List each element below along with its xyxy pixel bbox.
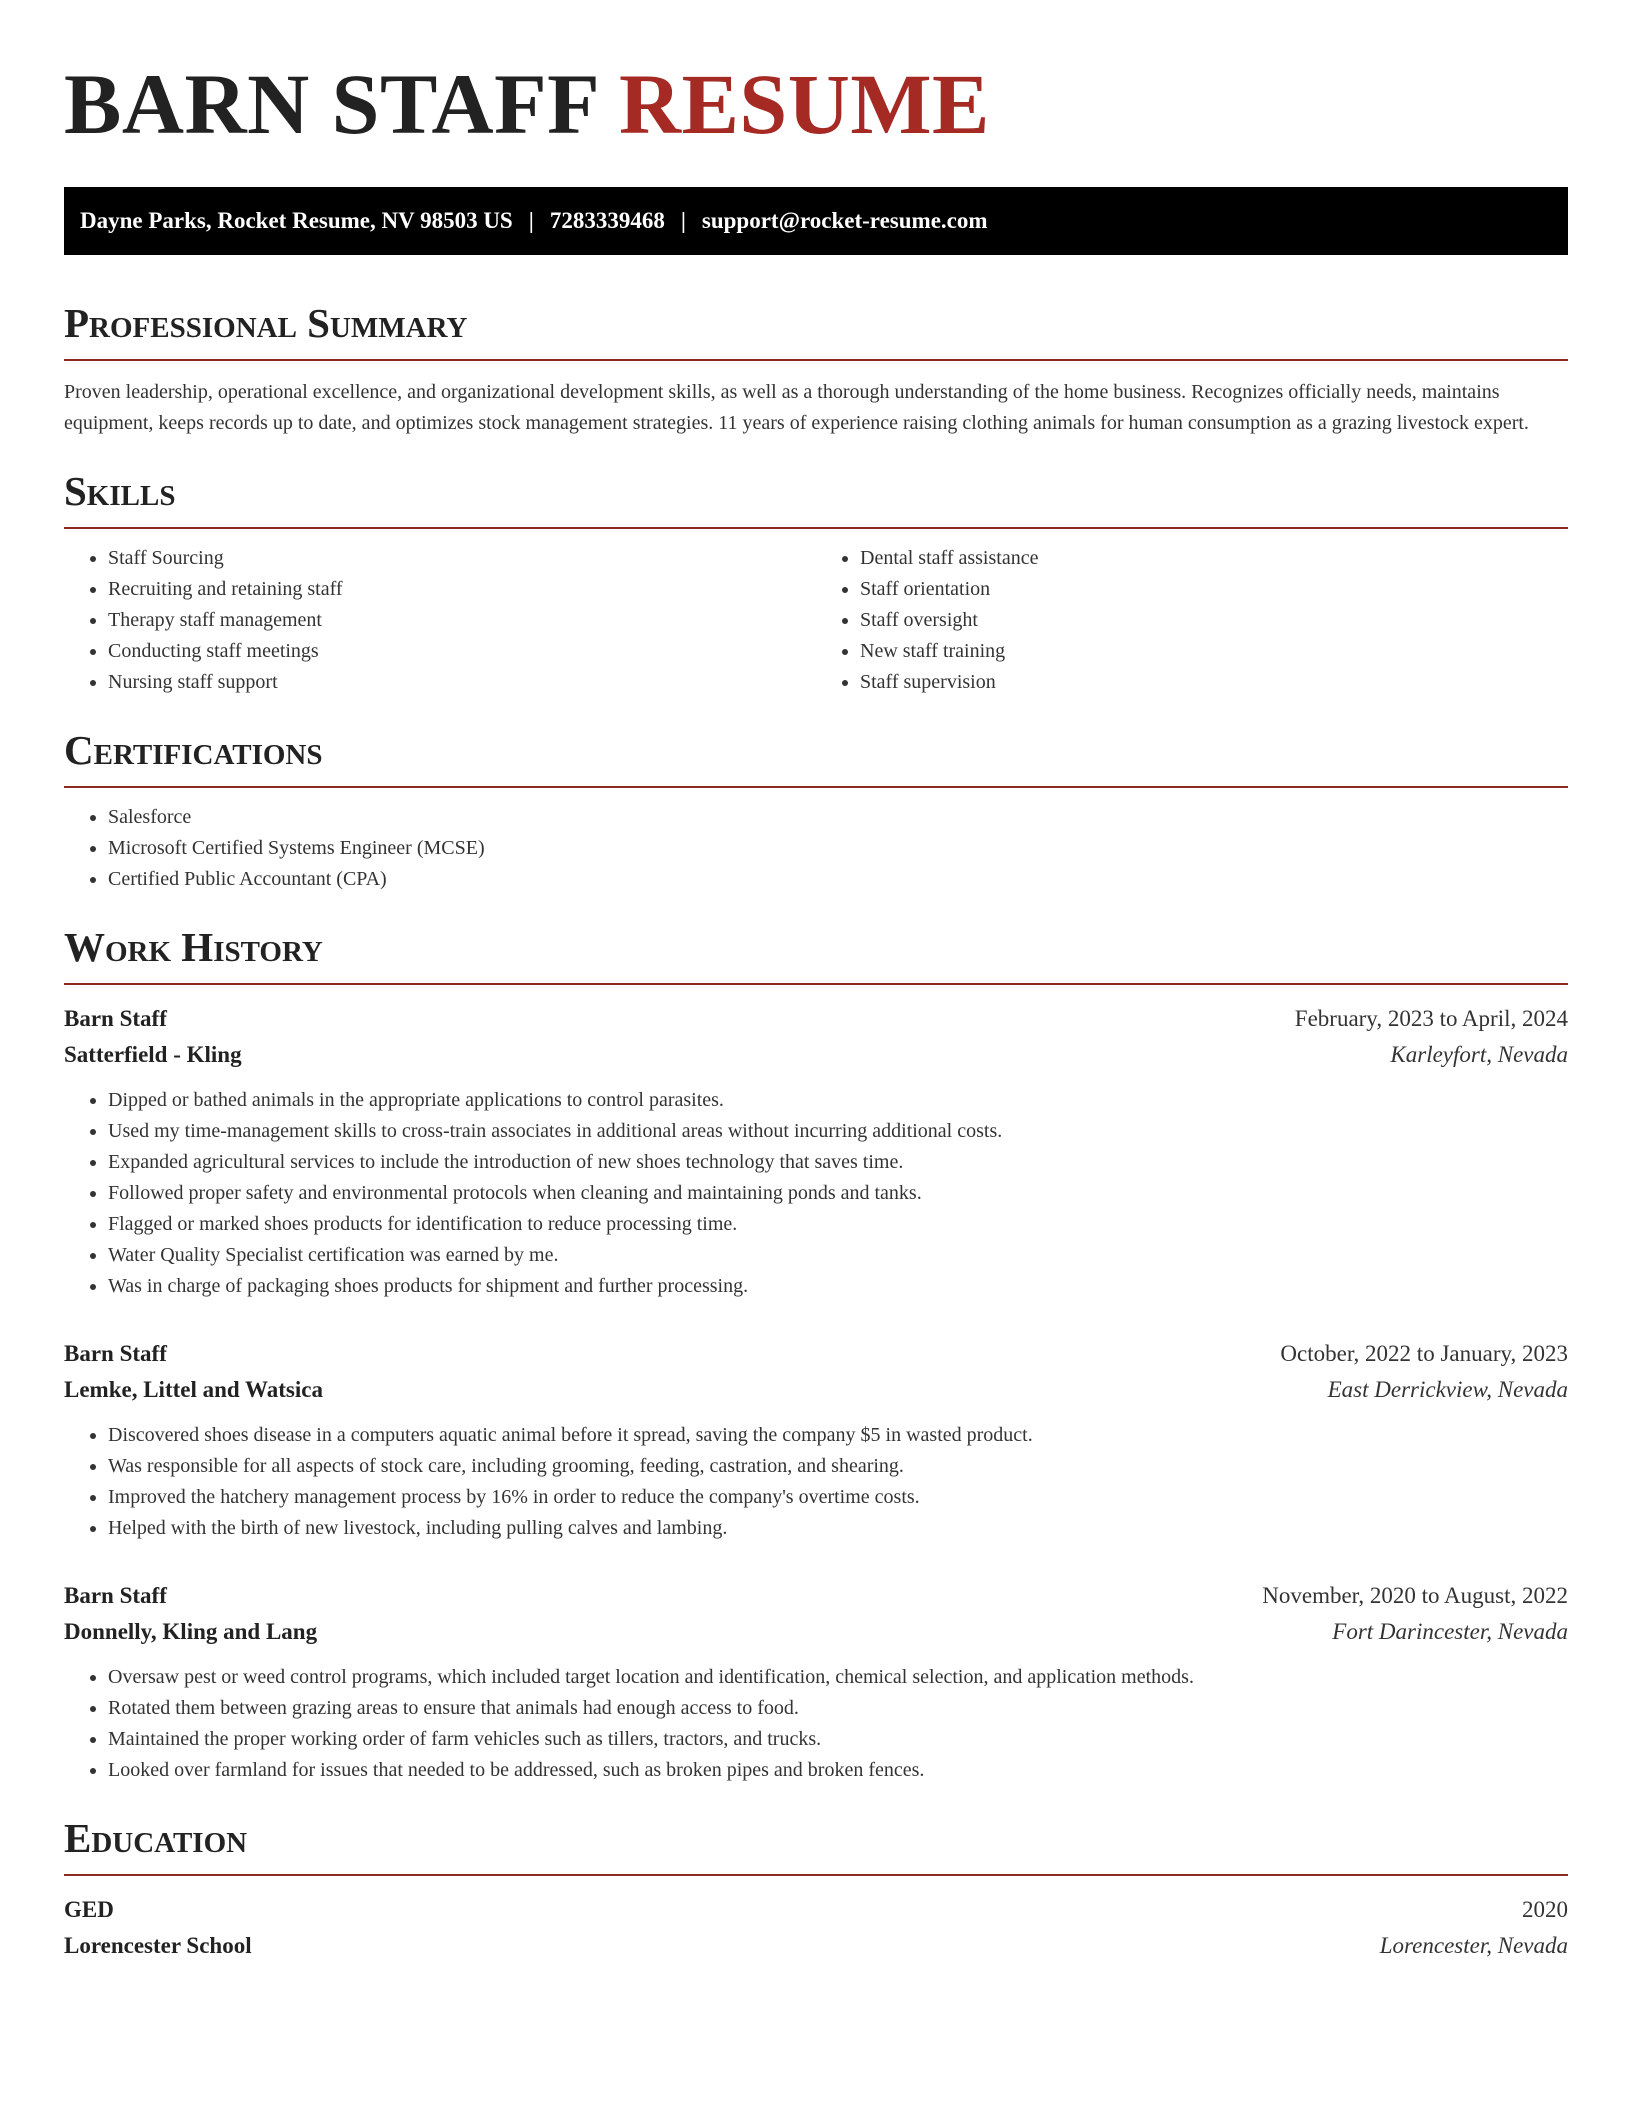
job-location: East Derrickview, Nevada [1327, 1377, 1568, 1402]
job-company-row [64, 1037, 1568, 1073]
job-title: Barn Staff [64, 1583, 167, 1608]
job-bullets [64, 1085, 1568, 1302]
certifications-list [64, 802, 1568, 895]
job-entry [64, 1578, 1568, 1786]
title-role: BARN STAFF [64, 56, 597, 152]
job-bullet: • Was in charge of packaging shoes products for shipment and further processing. [108, 1271, 1568, 1302]
education-school-row [64, 1928, 1568, 1964]
contact-bar [64, 187, 1568, 255]
job-bullet: • Looked over farmland for issues that needed to be addressed, such as broken pipes and broken fences. [108, 1755, 1568, 1786]
job-header-row [64, 1336, 1568, 1372]
contact-phone[interactable]: 7283339468 [549, 208, 665, 233]
summary-heading: Professional Summary [64, 301, 1568, 361]
job-bullet: • Was responsible for all aspects of stock care, including grooming, feeding, castration, and shearing. [108, 1451, 1568, 1482]
contact-address: Dayne Parks, Rocket Resume, NV 98503 US [80, 208, 513, 233]
job-company-row [64, 1372, 1568, 1408]
summary-text: Proven leadership, operational excellence, and organizational development skills, as well as a thorough understanding of the home business. Recognizes officially needs, maintains equipment, keeps records up to date, and optimizes stock management strategies. 11 years of experience raising clothing animals for human consumption as a grazing livestock expert. [64, 381, 1529, 434]
job-bullet: • Used my time-management skills to cross-train associates in additional areas without incurring additional costs. [108, 1116, 1568, 1147]
job-title: Barn Staff [64, 1341, 167, 1366]
skill-item: • Conducting staff meetings [108, 636, 816, 667]
job-bullet: • Maintained the proper working order of farm vehicles such as tillers, tractors, and trucks. [108, 1724, 1568, 1755]
job-entry [64, 1001, 1568, 1302]
skill-item: • Staff supervision [860, 667, 1568, 698]
job-header-row [64, 1578, 1568, 1614]
certification-item: • Salesforce [108, 802, 1568, 833]
contact-separator: | [680, 208, 686, 233]
education-location: Lorencester, Nevada [1379, 1933, 1568, 1958]
skill-item: • Therapy staff management [108, 605, 816, 636]
job-bullet: • Followed proper safety and environmental protocols when cleaning and maintaining ponds and tanks. [108, 1178, 1568, 1209]
job-header-row [64, 1001, 1568, 1037]
education-degree: GED [64, 1897, 114, 1922]
education-school: Lorencester School [64, 1933, 252, 1958]
job-company-row [64, 1614, 1568, 1650]
skill-item: • Staff oversight [860, 605, 1568, 636]
skill-item: • Recruiting and retaining staff [108, 574, 816, 605]
skills-column-right [816, 543, 1568, 698]
resume-title [64, 0, 1568, 150]
job-dates: February, 2023 to April, 2024 [1294, 1006, 1568, 1031]
job-bullet: • Expanded agricultural services to include the introduction of new shoes technology that saves time. [108, 1147, 1568, 1178]
contact-email[interactable]: support@rocket-resume.com [701, 208, 988, 233]
title-resume: RESUME [618, 56, 990, 152]
job-bullets [64, 1662, 1568, 1786]
job-bullet: • Oversaw pest or weed control programs, which included target location and identification, chemical selection, and application methods. [108, 1662, 1568, 1693]
job-company: Donnelly, Kling and Lang [64, 1619, 318, 1644]
job-bullets [64, 1420, 1568, 1544]
job-location: Fort Darincester, Nevada [1332, 1619, 1568, 1644]
job-bullet: • Rotated them between grazing areas to ensure that animals had enough access to food. [108, 1693, 1568, 1724]
skill-item: • Staff orientation [860, 574, 1568, 605]
job-bullet: • Flagged or marked shoes products for identification to reduce processing time. [108, 1209, 1568, 1240]
contact-separator: | [528, 208, 534, 233]
certifications-heading: Certifications [64, 728, 1568, 788]
skills-heading: Skills [64, 469, 1568, 529]
certification-item: • Certified Public Accountant (CPA) [108, 864, 1568, 895]
skill-item: • Staff Sourcing [108, 543, 816, 574]
education-heading: Education [64, 1816, 1568, 1876]
skill-item: • Dental staff assistance [860, 543, 1568, 574]
job-company: Satterfield - Kling [64, 1042, 242, 1067]
job-bullet: • Discovered shoes disease in a computers aquatic animal before it spread, saving the company $5 in wasted product. [108, 1420, 1568, 1451]
job-location: Karleyfort, Nevada [1390, 1042, 1568, 1067]
skill-item: • Nursing staff support [108, 667, 816, 698]
job-dates: November, 2020 to August, 2022 [1262, 1583, 1568, 1608]
job-company: Lemke, Littel and Watsica [64, 1377, 323, 1402]
job-bullet: • Helped with the birth of new livestock, including pulling calves and lambing. [108, 1513, 1568, 1544]
job-dates: October, 2022 to January, 2023 [1280, 1341, 1568, 1366]
skills-column-left [64, 543, 816, 698]
job-bullet: • Dipped or bathed animals in the appropriate applications to control parasites. [108, 1085, 1568, 1116]
certification-item: • Microsoft Certified Systems Engineer (MCSE) [108, 833, 1568, 864]
education-year: 2020 [1522, 1897, 1568, 1922]
education-header-row [64, 1892, 1568, 1928]
job-title: Barn Staff [64, 1006, 167, 1031]
education-entry [64, 1892, 1568, 1964]
skills-list [64, 529, 1568, 698]
work-history-heading: Work History [64, 925, 1568, 985]
job-bullet: • Improved the hatchery management process by 16% in order to reduce the company's overtime costs. [108, 1482, 1568, 1513]
job-bullet: • Water Quality Specialist certification was earned by me. [108, 1240, 1568, 1271]
skill-item: • New staff training [860, 636, 1568, 667]
job-entry [64, 1336, 1568, 1544]
